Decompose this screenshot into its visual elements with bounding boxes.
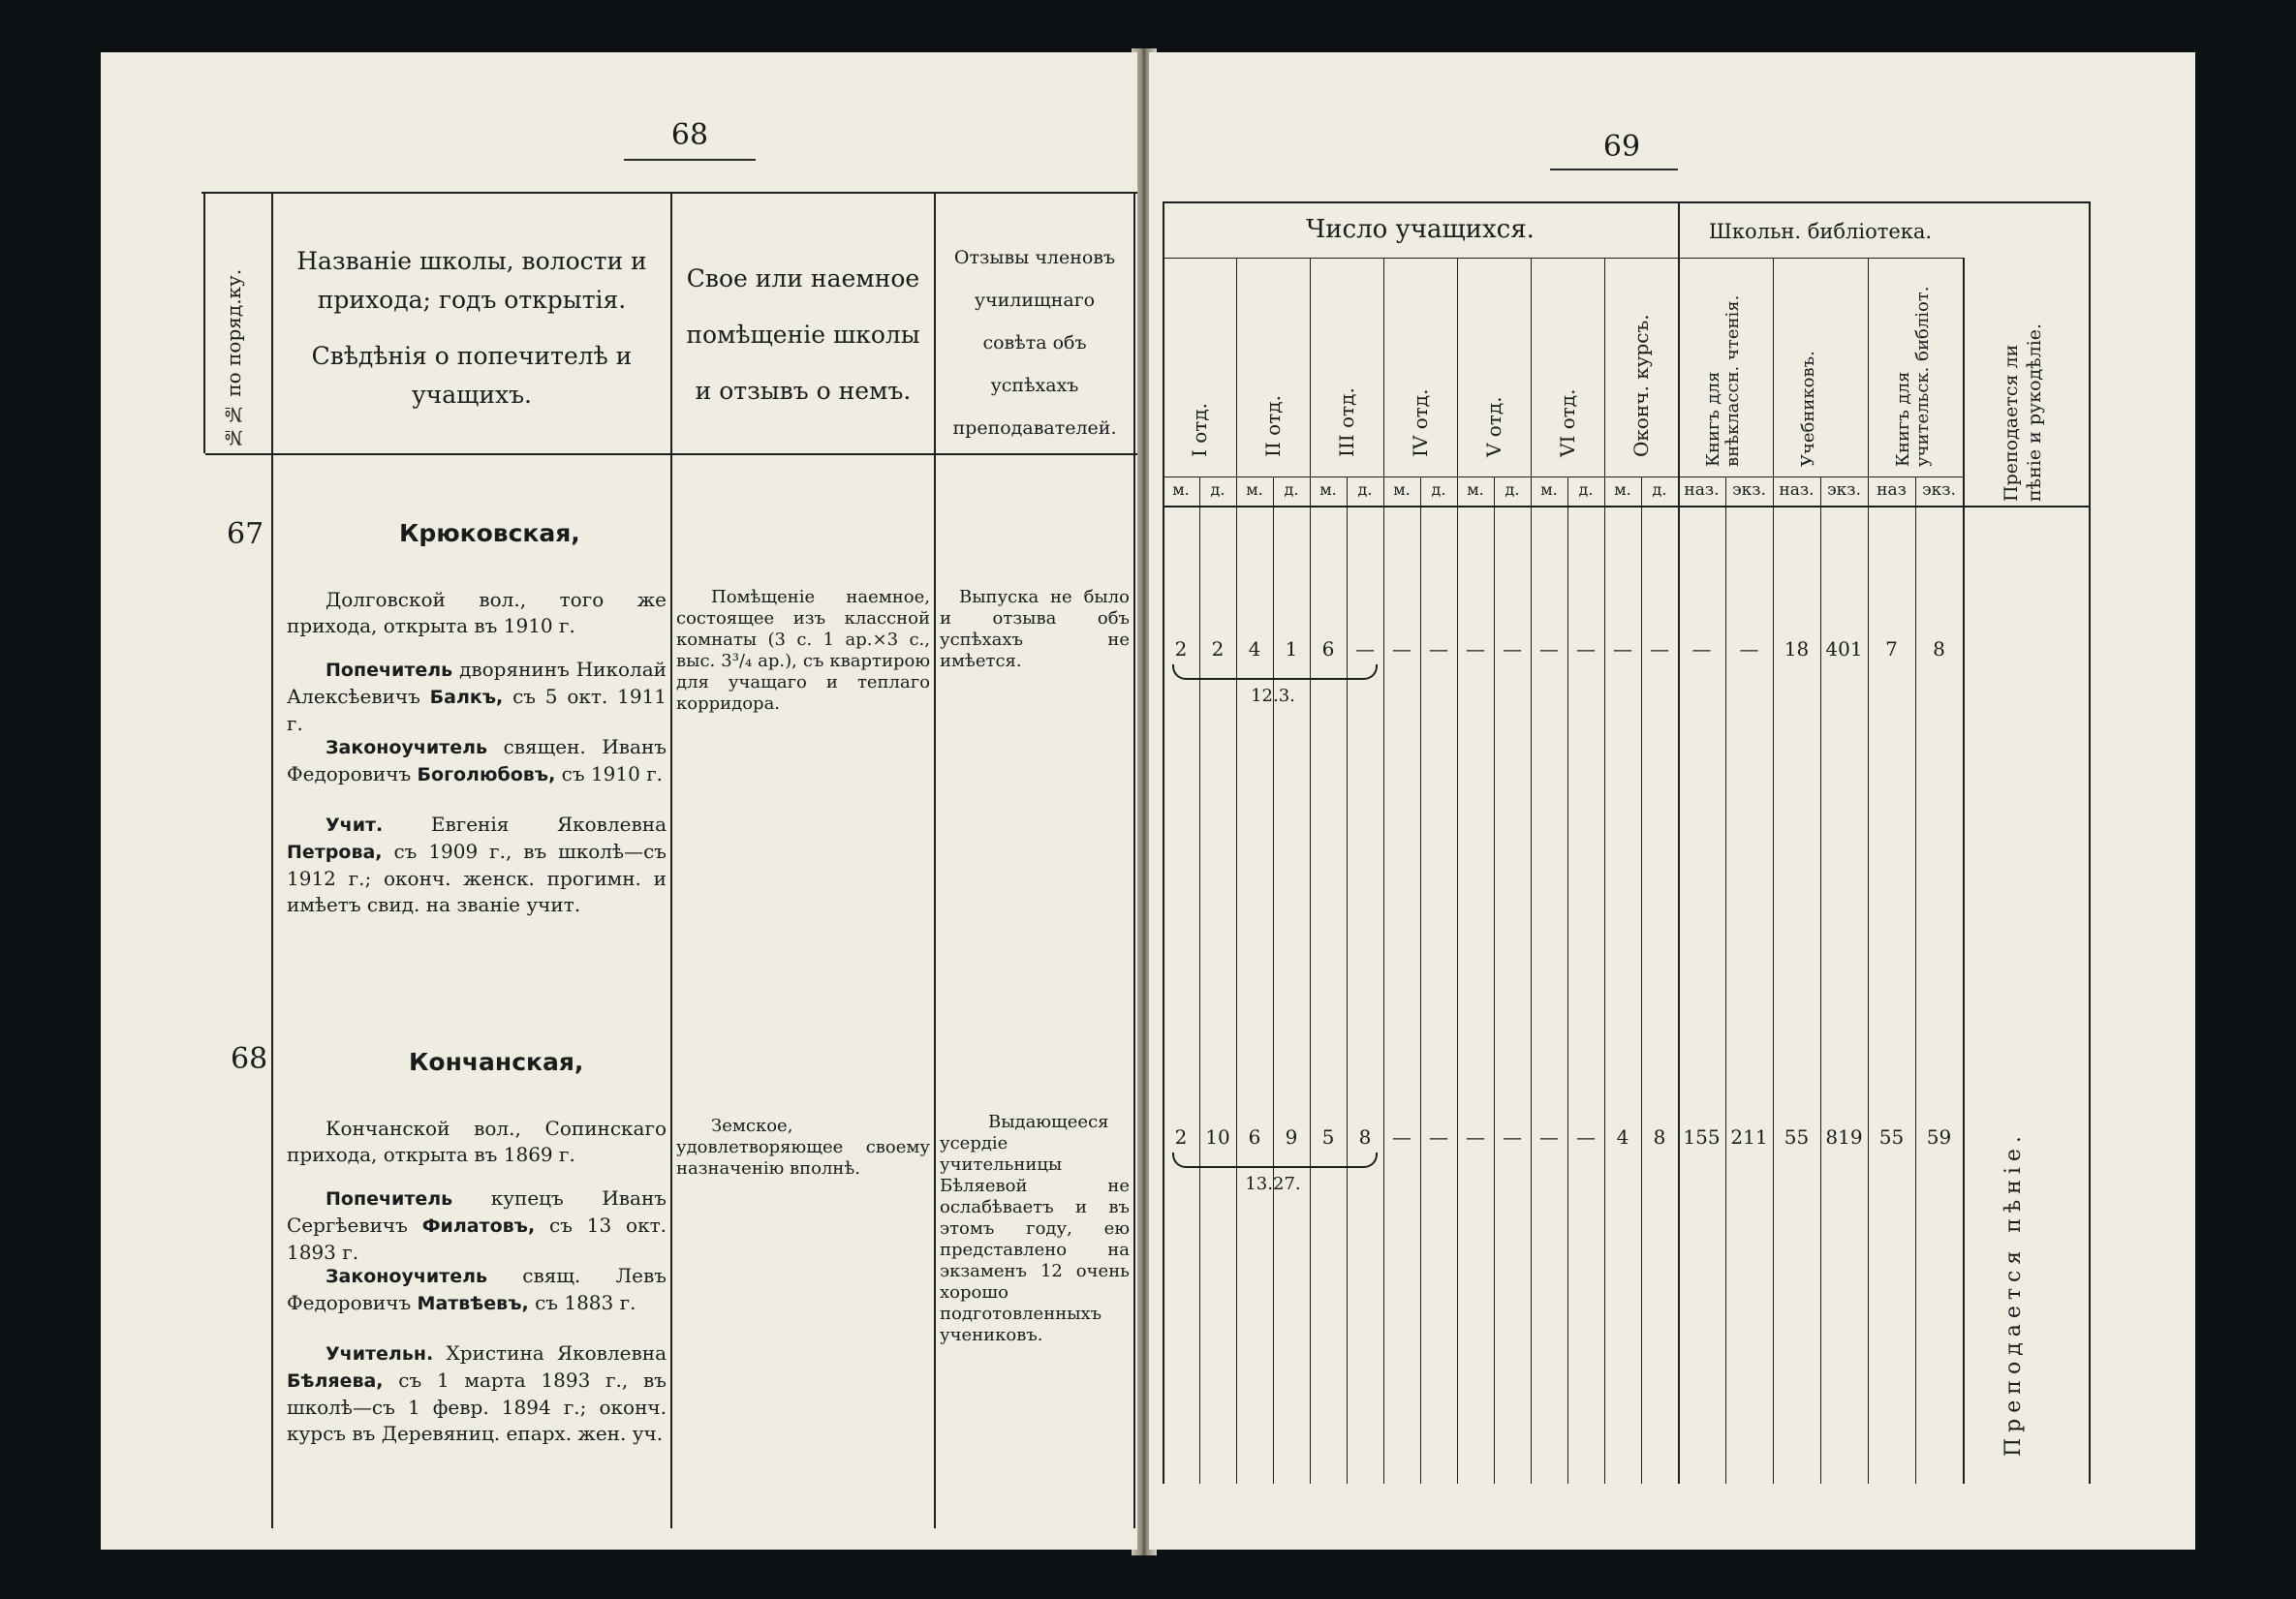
page-number-left: 68 <box>670 118 709 152</box>
sex-female-label: д. <box>1284 480 1299 499</box>
school-name: Кончанская, <box>409 1048 584 1076</box>
library-sub-rule <box>1725 477 1726 1484</box>
table-cell: — <box>1613 637 1632 661</box>
law-since: съ 1910 г. <box>561 762 664 785</box>
table-cell: — <box>1539 637 1559 661</box>
table-cell: 5 <box>1321 1125 1335 1149</box>
teacher-name: Бѣляева, <box>287 1370 384 1392</box>
library-sub-rule <box>1915 477 1916 1484</box>
library-sub-label: экз. <box>1922 480 1956 500</box>
library-col-header: Книгъ для внѣклассн. чтенія. <box>1703 294 1743 467</box>
students-header: Число учащихся. <box>1306 215 1535 244</box>
sex-male-label: м. <box>1319 480 1337 499</box>
school-number: 67 <box>227 517 264 551</box>
school-trustee <box>287 657 667 737</box>
sex-female-label: д. <box>1505 480 1520 499</box>
table-cell: 55 <box>1878 1125 1905 1149</box>
library-sub-label: экз. <box>1732 480 1766 500</box>
trustee-since: съ 13 окт. 1893 г. <box>287 1214 667 1264</box>
header-school-2: Свѣдѣнія о попечителѣ и учащихъ. <box>311 342 633 409</box>
table-cell: — <box>1739 637 1759 661</box>
left-page <box>101 52 1137 1550</box>
table-cell: 7 <box>1885 637 1898 661</box>
table-cell: — <box>1392 1125 1412 1149</box>
law-name: Боголюбовъ, <box>417 764 556 785</box>
table-cell: 4 <box>1248 637 1261 661</box>
teacher-text: Христина Яковлевна <box>446 1341 667 1365</box>
table-cell: 4 <box>1616 1125 1629 1149</box>
table-cell: — <box>1691 637 1712 661</box>
table-cell: 155 <box>1683 1125 1721 1149</box>
grade-header: Оконч. курсъ. <box>1629 314 1653 457</box>
library-col-header: Книгъ для учительск. библіот. <box>1893 286 1933 467</box>
library-header-rule <box>1678 258 1963 259</box>
school-teacher <box>287 1340 667 1447</box>
col-rule-1 <box>271 192 273 1528</box>
grade-col-rule <box>1678 201 1680 1484</box>
table-cell: — <box>1429 637 1448 661</box>
grade-col-rule <box>1604 258 1605 1484</box>
col-rule-3 <box>934 192 936 1528</box>
sex-male-label: м. <box>1172 480 1190 499</box>
header-school-1: Названіе школы, волости и прихода; годъ открытія. <box>296 247 647 314</box>
grade-header: II отд. <box>1261 395 1285 457</box>
grade-header: IV отд. <box>1409 388 1432 457</box>
law-name: Матвѣевъ, <box>417 1293 529 1314</box>
grade-header: I отд. <box>1188 402 1211 457</box>
teacher-name: Петрова, <box>287 842 383 863</box>
school-teacher <box>287 812 667 918</box>
col-rule-4 <box>1133 192 1135 1528</box>
table-cell: — <box>1429 1125 1448 1149</box>
table-cell: — <box>1503 637 1522 661</box>
table-cell: 10 <box>1205 1125 1230 1149</box>
sex-col-rule <box>1567 477 1568 1484</box>
sex-female-label: д. <box>1210 480 1226 499</box>
table-cell: 8 <box>1653 1125 1666 1149</box>
law-text: свящ. Левъ Федоровичъ <box>287 1264 667 1314</box>
school-trustee <box>287 1185 667 1266</box>
school-law-teacher <box>287 1263 667 1317</box>
table-cell: 211 <box>1730 1125 1768 1149</box>
school-review: Выпуска не было и отзыва объ успѣхахъ не имѣется. <box>940 587 1130 671</box>
sex-male-label: м. <box>1614 480 1631 499</box>
sex-female-label: д. <box>1652 480 1667 499</box>
row-total: 12.3. <box>1251 686 1295 706</box>
trustee-name: Филатовъ, <box>421 1215 536 1237</box>
library-sub-label: наз <box>1877 480 1907 500</box>
table-cell: — <box>1576 1125 1596 1149</box>
trustee-label: Попечитель <box>326 660 453 681</box>
grade-col-rule <box>1383 258 1384 1484</box>
singing-header: Преподается ли пѣніе и рукодѣліе. <box>2001 323 2045 502</box>
library-sub-rule <box>1820 477 1821 1484</box>
table-cell: 2 <box>1174 637 1188 661</box>
table-cell: — <box>1466 1125 1485 1149</box>
table-cell: — <box>1576 637 1596 661</box>
table-right-rule <box>2089 201 2091 1484</box>
table-header-rule <box>1163 506 2089 507</box>
table-cell: 8 <box>1358 1125 1372 1149</box>
sex-male-label: м. <box>1467 480 1484 499</box>
table-cell: — <box>1355 637 1375 661</box>
page-number-rule <box>624 159 756 161</box>
students-header-rule <box>1163 258 1678 259</box>
school-location: Долговской вол., того же прихода, открыта въ 1910 г. <box>287 588 667 637</box>
teacher-text: Евгенія Яковлевна <box>430 813 667 836</box>
table-cell: — <box>1539 1125 1559 1149</box>
table-cell: 18 <box>1784 637 1810 661</box>
school-location: Кончанской вол., Сопинскаго прихода, открыта въ 1869 г. <box>287 1117 667 1166</box>
table-cell: 59 <box>1926 1125 1952 1149</box>
table-cell: 2 <box>1174 1125 1188 1149</box>
sex-female-label: д. <box>1578 480 1594 499</box>
school-name: Крюковская, <box>399 519 580 547</box>
trustee-label: Попечитель <box>326 1188 453 1210</box>
row-total: 13.27. <box>1245 1174 1301 1194</box>
teacher-since: съ 1909 г., въ школѣ—съ 1912 г.; оконч. женск. прогимн. и имѣетъ свид. на званіе учит. <box>287 840 667 916</box>
table-cell: 9 <box>1285 1125 1298 1149</box>
sex-male-label: м. <box>1246 480 1263 499</box>
grade-header: VI отд. <box>1556 388 1579 457</box>
table-cell: — <box>1503 1125 1522 1149</box>
teacher-since: съ 1 марта 1893 г., въ школѣ—съ 1 февр. 1894 г.; оконч. курсъ въ Деревяниц. епарх. жен. уч. <box>287 1368 667 1445</box>
grade-col-rule <box>1457 258 1458 1484</box>
grade-col-rule <box>1236 258 1237 1484</box>
page-number-right: 69 <box>1602 130 1641 164</box>
sex-col-rule <box>1273 477 1274 1484</box>
table-cell: — <box>1650 637 1669 661</box>
header-number: №№ по поряд.ку. <box>222 268 245 449</box>
school-premises: Помѣщеніе наемное, состоящее изъ классной комнаты (3 с. 1 ар.×3 с., выс. 3³/₄ ар.), съ квартирою для учащаго и теплаго корридора. <box>676 587 930 714</box>
sex-male-label: м. <box>1393 480 1411 499</box>
table-cell: 55 <box>1784 1125 1810 1149</box>
school-review: Выдающееся усердіе учительницы Бѣляевой не ослабѣваетъ и въ этомъ году, ею представлено на экзаменъ 12 очень хорошо подготовленныхъ учениковъ. <box>940 1112 1130 1345</box>
trustee-text: дворянинъ Николай Алексѣевичъ <box>287 658 667 708</box>
grade-col-rule <box>1310 258 1311 1484</box>
table-cell: 2 <box>1211 637 1225 661</box>
library-col-rule <box>1963 258 1965 1484</box>
table-top-rule <box>1163 201 2089 203</box>
library-col-header: Учебниковъ. <box>1798 351 1818 467</box>
library-col-rule <box>1773 258 1774 1484</box>
trustee-text: купецъ Иванъ Сергѣевичъ <box>287 1186 667 1237</box>
sex-col-rule <box>1199 477 1200 1484</box>
singing-note: Преподается пѣніе. <box>2001 1130 2026 1457</box>
table-cell: — <box>1466 637 1485 661</box>
table-left-rule <box>203 192 205 453</box>
table-top-rule <box>202 192 1137 194</box>
library-col-rule <box>1868 258 1869 1484</box>
law-since: съ 1883 г. <box>535 1291 636 1314</box>
sex-female-label: д. <box>1357 480 1373 499</box>
total-brace <box>1172 664 1378 680</box>
sex-col-rule <box>1494 477 1495 1484</box>
grade-header: V отд. <box>1482 396 1505 457</box>
school-number: 68 <box>231 1042 268 1076</box>
grade-col-rule <box>1531 258 1532 1484</box>
header-premises: Свое или наемное помѣщеніе школы и отзывъ о немъ. <box>686 264 920 405</box>
law-label: Законоучитель <box>326 737 488 758</box>
page-number-rule <box>1550 169 1678 170</box>
school-law-teacher <box>287 734 667 788</box>
total-brace <box>1172 1153 1378 1168</box>
grade-header: III отд. <box>1335 387 1358 457</box>
law-label: Законоучитель <box>326 1266 488 1287</box>
library-sub-label: экз. <box>1827 480 1861 500</box>
trustee-name: Балкъ, <box>429 687 504 708</box>
table-cell: — <box>1392 637 1412 661</box>
sex-male-label: м. <box>1540 480 1558 499</box>
header-reviews: Отзывы членовъ училищнаго совѣта объ успѣхахъ преподавателей. <box>952 247 1117 439</box>
law-text: священ. Иванъ Федоровичъ <box>287 735 667 785</box>
library-sub-label: наз. <box>1779 480 1815 500</box>
school-premises: Земское, удовлетворяющее своему назначенію вполнѣ. <box>676 1116 930 1179</box>
library-sub-label: наз. <box>1684 480 1720 500</box>
table-cell: 401 <box>1825 637 1863 661</box>
table-cell: 8 <box>1933 637 1945 661</box>
sex-col-rule <box>1420 477 1421 1484</box>
table-cell: 6 <box>1321 637 1335 661</box>
trustee-since: съ 5 окт. 1911 г. <box>287 685 667 735</box>
sex-female-label: д. <box>1431 480 1446 499</box>
table-cell: 6 <box>1248 1125 1261 1149</box>
grade-col-rule <box>1163 201 1164 1484</box>
teacher-label: Учительн. <box>326 1343 434 1365</box>
table-cell: 1 <box>1285 637 1298 661</box>
library-header: Школьн. библіотека. <box>1708 220 1933 243</box>
sex-col-rule <box>1641 477 1642 1484</box>
sex-col-rule <box>1347 477 1348 1484</box>
table-cell: 819 <box>1825 1125 1863 1149</box>
teacher-label: Учит. <box>326 815 384 836</box>
col-rule-2 <box>670 192 672 1528</box>
right-page <box>1149 52 2195 1550</box>
